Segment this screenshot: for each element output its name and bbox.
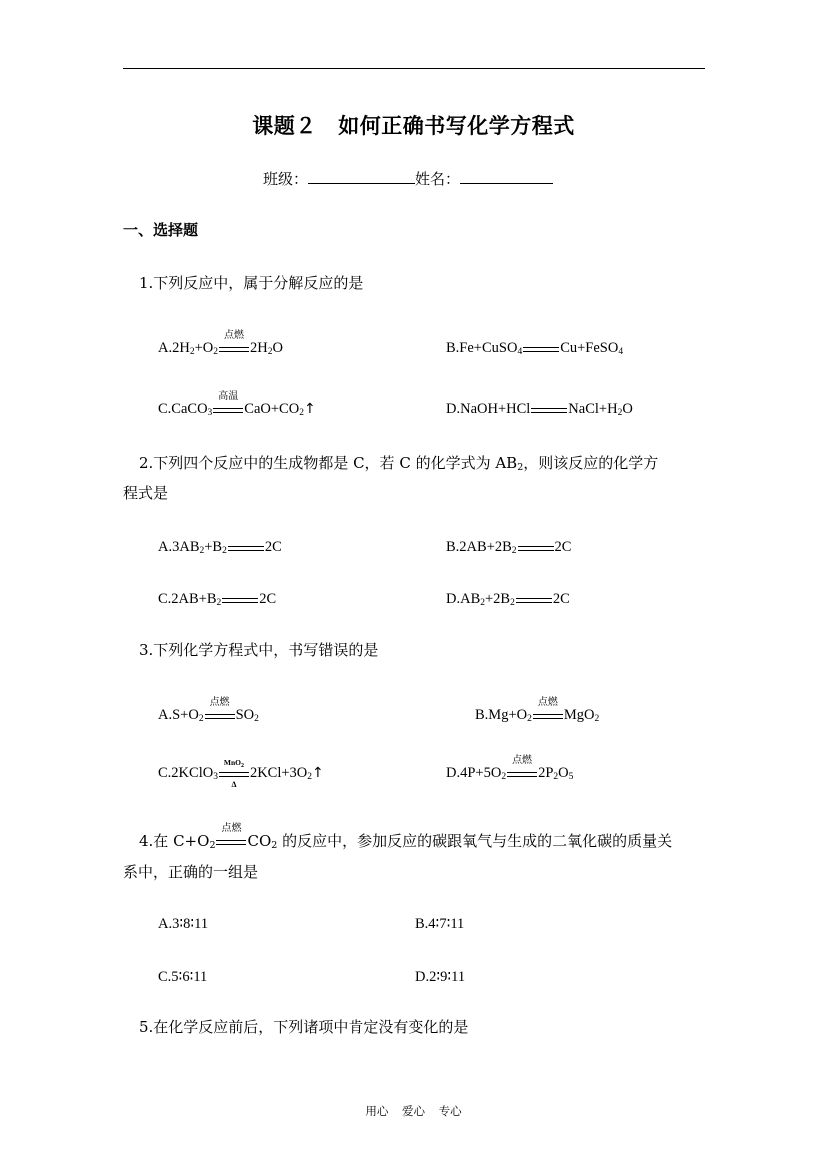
reaction-equals-sign: 点燃 (507, 767, 537, 781)
reaction-equals-sign: 高温 (213, 403, 243, 417)
reaction-equals-sign (222, 593, 258, 607)
reaction-equals-sign: 点燃 (216, 835, 246, 849)
q1-option-b[interactable]: B.Fe+CuSO$_4$ Cu+FeSO$_4$ (446, 340, 624, 357)
gas-up-arrow-icon: ↑ (312, 765, 324, 781)
reaction-equals-sign (531, 403, 567, 417)
gas-up-arrow-icon: ↑ (303, 401, 316, 417)
class-name-line (263, 168, 553, 189)
q1-option-c[interactable]: C.CaCO$_3$ 高温 $CaO+CO_2↑$ (158, 390, 316, 418)
reaction-equals-sign: MnO$_2$ Δ (219, 767, 249, 781)
question-2-stem-cont: 程式是 (123, 484, 169, 502)
question-5-stem: 5.在化学反应前后，下列诸项中肯定没有变化的是 (139, 1018, 469, 1036)
q3-option-b[interactable]: $B.Mg+O_2$ 点燃 MgO$_2$ (475, 696, 600, 724)
question-4-stem-cont: 系中，正确的一组是 (123, 863, 259, 881)
q3-option-d[interactable]: $D.4P+5O_2$ 点燃 $2P_2O_5$ (446, 754, 574, 782)
q3-option-c[interactable]: C.2KClO$_3$ MnO$_2$ Δ $2KCl+3O_2↑$ (158, 757, 324, 789)
class-blank-gap (401, 169, 415, 184)
q4-option-a[interactable]: A.3∶8∶11 (158, 916, 209, 932)
page-title: 课题２ 如何正确书写化学方程式 (252, 113, 575, 138)
reaction-equals-sign (228, 541, 264, 555)
page-footer: 用心 爱心 专心 (365, 1104, 462, 1118)
q1-option-d[interactable]: D.NaOH+HCl $NaCl+H_2O$ (446, 401, 633, 418)
section-heading: 一、选择题 (123, 221, 199, 239)
reaction-equals-sign (523, 342, 559, 356)
class-label: 班级： (263, 170, 309, 188)
q2-option-b[interactable]: $B.2AB+2B_2$ 2C (446, 539, 572, 556)
q4-option-b[interactable]: B.4∶7∶11 (415, 916, 465, 932)
q4-option-d[interactable]: D.2∶9∶11 (415, 969, 466, 985)
q2-option-d[interactable]: $D.AB_2+2B_2$ 2C (446, 591, 570, 608)
reaction-equals-sign: 点燃 (205, 709, 235, 723)
name-label: 姓名： (415, 170, 461, 188)
reaction-equals-sign (516, 593, 552, 607)
q1-option-a[interactable]: $A.2H_2+O_2$ 点燃 $2H_2O$ (158, 329, 283, 357)
question-4-stem: 4.在 $C+O_2$ 点燃 $CO_2$ 的反应中，参加反应的碳跟氧气与生成的二氧化碳的质量关 (139, 823, 673, 851)
question-2-stem: 2.下列四个反应中的生成物都是 C，若 C 的化学式为 $AB_2$，则该反应的化学方 (139, 454, 659, 473)
q2-option-a[interactable]: $A.3AB_2+B_2$ 2C (158, 539, 282, 556)
reaction-equals-sign: 点燃 (533, 709, 563, 723)
name-blank[interactable] (460, 169, 553, 184)
header-rule (123, 68, 705, 69)
class-blank[interactable] (308, 169, 401, 184)
question-1-stem: 1.下列反应中，属于分解反应的是 (139, 274, 364, 292)
question-3-stem: 3.下列化学方程式中，书写错误的是 (139, 641, 379, 659)
q3-option-a[interactable]: $A.S+O_2$ 点燃 $SO_2$ (158, 696, 259, 724)
reaction-equals-sign: 点燃 (219, 342, 249, 356)
reaction-equals-sign (518, 541, 554, 555)
q4-option-c[interactable]: C.5∶6∶11 (158, 969, 208, 985)
q2-option-c[interactable]: $C.2AB+B_2$ 2C (158, 591, 277, 608)
